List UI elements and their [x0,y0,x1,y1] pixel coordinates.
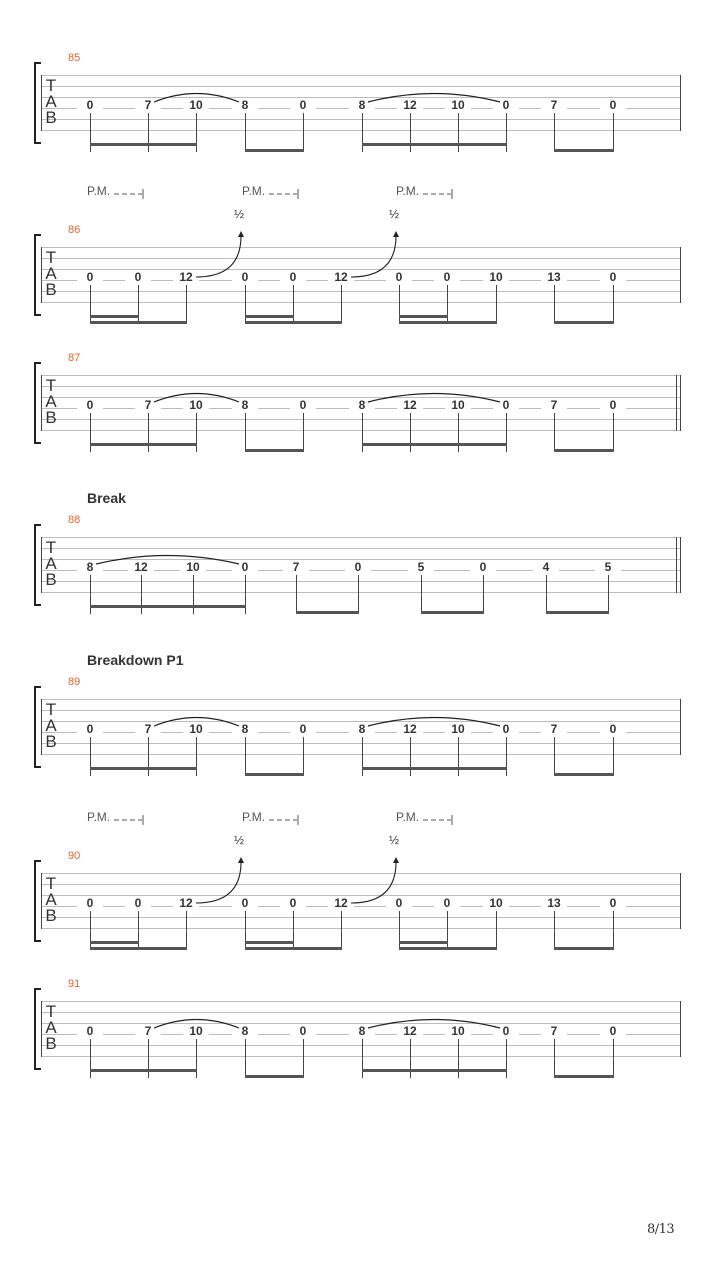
note-stem [554,911,555,950]
fret-number: 0 [77,896,103,910]
note-stem [613,113,614,152]
fret-number: 4 [533,560,559,574]
bend-arrowhead [238,231,244,237]
tab-clef-letter: B [45,732,57,751]
fret-number: 8 [349,722,375,736]
staff-line [42,548,681,549]
end-barline [680,537,681,593]
fret-number: 0 [600,722,626,736]
beam-primary [90,947,187,950]
note-stem [303,113,304,152]
fret-number: 0 [600,398,626,412]
bend-arrowhead [393,231,399,237]
bend-amount: ½ [234,207,245,221]
staff-line [42,537,681,538]
fret-number: 8 [232,398,258,412]
beam-secondary [362,143,507,146]
fret-number: 12 [173,896,199,910]
fret-number: 7 [135,1024,161,1038]
note-stem [90,285,91,324]
fret-number: 5 [408,560,434,574]
note-stem [554,413,555,452]
note-stem [196,737,197,776]
beam-secondary [245,941,294,944]
palm-mute-label: P.M. [242,810,266,824]
note-stem [410,1039,411,1078]
end-barline-inner [676,375,677,431]
beam-primary [245,321,342,324]
note-stem [458,1039,459,1078]
note-stem [303,413,304,452]
note-stem [186,911,187,950]
fret-number: 12 [397,98,423,112]
tab-clef-letter: A [45,890,57,909]
tab-clef-letter: T [45,538,57,557]
note-stem [496,911,497,950]
note-stem [245,113,246,152]
measure-number: 91 [68,978,81,990]
beam-primary [554,1075,614,1078]
note-stem [546,575,547,614]
fret-number: 12 [397,1024,423,1038]
fret-number: 0 [77,98,103,112]
beam-secondary [362,443,507,446]
beam-primary [245,773,304,776]
tab-clef-letter: B [45,408,57,427]
palm-mute-label: P.M. [396,184,420,198]
fret-number: 8 [232,98,258,112]
note-stem [362,413,363,452]
note-stem [90,1039,91,1078]
tab-clef-letter: T [45,1002,57,1021]
note-stem [341,911,342,950]
section-title: Break [87,490,126,506]
beam-primary [554,149,614,152]
note-stem [296,575,297,614]
staff-line [42,873,681,874]
note-stem [613,911,614,950]
bend-amount: ½ [389,833,400,847]
tab-clef-letter: B [45,108,57,127]
start-barline [41,873,42,929]
beam-primary [399,321,497,324]
beam-secondary [90,315,139,318]
note-stem [90,413,91,452]
beam-primary [399,947,497,950]
fret-number: 0 [280,270,306,284]
fret-number: 0 [434,270,460,284]
note-stem [90,911,91,950]
tab-clef-letter: B [45,906,57,925]
note-stem [613,285,614,324]
fret-number: 7 [541,1024,567,1038]
note-stem [245,911,246,950]
fret-number: 12 [173,270,199,284]
measure-number: 90 [68,850,81,862]
fret-number: 0 [470,560,496,574]
beam-secondary [90,443,197,446]
note-stem [458,113,459,152]
system-bracket [34,524,41,606]
beam-secondary [90,941,139,944]
beam-secondary [90,767,197,770]
fret-number: 0 [493,722,519,736]
fret-number: 12 [328,270,354,284]
tab-clef-letter: A [45,264,57,283]
beam-primary [245,947,342,950]
bend-arrowhead [238,857,244,863]
system-bracket [34,686,41,768]
fret-number: 0 [600,1024,626,1038]
fret-number: 0 [290,98,316,112]
note-stem [245,285,246,324]
measure-number: 86 [68,224,81,236]
note-stem [410,737,411,776]
page-number: 8/13 [647,1222,675,1237]
fret-number: 0 [493,398,519,412]
beam-primary [421,611,484,614]
beam-primary [554,321,614,324]
note-stem [148,1039,149,1078]
fret-number: 12 [328,896,354,910]
end-barline [680,699,681,755]
beam-primary [245,1075,304,1078]
note-stem [196,113,197,152]
tab-clef-letter: B [45,280,57,299]
note-stem [447,285,448,324]
tab-clef-letter: T [45,248,57,267]
note-stem [447,911,448,950]
end-barline [680,375,681,431]
note-stem [554,1039,555,1078]
fret-number: 10 [483,270,509,284]
fret-number: 0 [493,98,519,112]
start-barline [41,75,42,131]
fret-number: 8 [77,560,103,574]
fret-number: 0 [290,722,316,736]
staff-line [42,1012,681,1013]
fret-number: 10 [183,98,209,112]
beam-primary [546,611,609,614]
note-stem [506,737,507,776]
note-stem [362,1039,363,1078]
fret-number: 12 [397,722,423,736]
fret-number: 0 [290,398,316,412]
note-stem [193,575,194,614]
palm-mute-label: P.M. [396,810,420,824]
fret-number: 7 [541,398,567,412]
note-stem [90,737,91,776]
tab-clef-letter: A [45,392,57,411]
staff-line [42,884,681,885]
note-stem [458,413,459,452]
note-stem [506,413,507,452]
start-barline [41,537,42,593]
tab-clef-letter: A [45,1018,57,1037]
fret-number: 0 [232,560,258,574]
staff-line [42,86,681,87]
fret-number: 5 [595,560,621,574]
start-barline [41,1001,42,1057]
fret-number: 10 [183,398,209,412]
beam-secondary [362,1069,507,1072]
note-stem [362,737,363,776]
fret-number: 0 [125,896,151,910]
system-bracket [34,234,41,316]
fret-number: 0 [600,98,626,112]
staff-line [42,258,681,259]
fret-number: 0 [600,270,626,284]
start-barline [41,247,42,303]
note-stem [245,413,246,452]
bend-amount: ½ [389,207,400,221]
fret-number: 10 [445,722,471,736]
fret-number: 10 [445,398,471,412]
tab-clef-letter: B [45,1034,57,1053]
fret-number: 0 [290,1024,316,1038]
fret-number: 0 [600,896,626,910]
note-stem [138,911,139,950]
note-stem [148,413,149,452]
staff-line [42,710,681,711]
fret-number: 10 [445,1024,471,1038]
fret-number: 7 [541,98,567,112]
note-stem [506,113,507,152]
fret-number: 8 [349,1024,375,1038]
fret-number: 12 [397,398,423,412]
end-barline [680,247,681,303]
fret-number: 0 [77,270,103,284]
palm-mute-label: P.M. [242,184,266,198]
staff-line [42,375,681,376]
beam-secondary [245,315,294,318]
section-title: Breakdown P1 [87,652,184,668]
staff-line [42,247,681,248]
beam-primary [245,149,304,152]
beam-primary [554,449,614,452]
staff-line [42,581,681,582]
beam-secondary [90,605,246,608]
end-barline [680,873,681,929]
staff-line [42,386,681,387]
fret-number: 7 [135,722,161,736]
measure-number: 85 [68,52,81,64]
fret-number: 0 [125,270,151,284]
fret-number: 8 [349,98,375,112]
fret-number: 0 [493,1024,519,1038]
beam-primary [296,611,359,614]
tab-clef-letter: T [45,874,57,893]
system-bracket [34,860,41,942]
note-stem [496,285,497,324]
note-stem [245,575,246,614]
fret-number: 0 [232,896,258,910]
measure-number: 87 [68,352,81,364]
note-stem [362,113,363,152]
fret-number: 13 [541,270,567,284]
fret-number: 7 [283,560,309,574]
fret-number: 7 [135,98,161,112]
beam-primary [554,773,614,776]
fret-number: 0 [77,398,103,412]
staff-line [42,699,681,700]
note-stem [608,575,609,614]
beam-secondary [399,315,448,318]
tab-clef-letter: T [45,376,57,395]
fret-number: 13 [541,896,567,910]
note-stem [245,737,246,776]
beam-secondary [90,143,197,146]
start-barline [41,375,42,431]
bend-arrowhead [393,857,399,863]
note-stem [341,285,342,324]
note-stem [303,1039,304,1078]
beam-secondary [399,941,448,944]
note-stem [303,737,304,776]
system-bracket [34,362,41,444]
note-stem [458,737,459,776]
tab-clef-letter: A [45,554,57,573]
fret-number: 10 [483,896,509,910]
note-stem [90,575,91,614]
palm-mute-label: P.M. [87,184,111,198]
note-stem [483,575,484,614]
note-stem [138,285,139,324]
note-stem [613,413,614,452]
fret-number: 10 [445,98,471,112]
fret-number: 10 [183,722,209,736]
tab-clef-letter: T [45,76,57,95]
bend-amount: ½ [234,833,245,847]
system-bracket [34,62,41,144]
staff-line [42,1001,681,1002]
note-stem [358,575,359,614]
note-stem [293,285,294,324]
staff-line [42,75,681,76]
beam-primary [554,947,614,950]
fret-number: 8 [349,398,375,412]
fret-number: 0 [77,1024,103,1038]
note-stem [399,911,400,950]
fret-number: 0 [434,896,460,910]
note-stem [245,1039,246,1078]
tab-clef-letter: A [45,716,57,735]
note-stem [148,737,149,776]
fret-number: 10 [180,560,206,574]
note-stem [196,1039,197,1078]
note-stem [554,113,555,152]
tab-clef-letter: B [45,570,57,589]
note-stem [506,1039,507,1078]
measure-number: 88 [68,514,81,526]
fret-number: 0 [386,896,412,910]
tab-clef-letter: T [45,700,57,719]
beam-secondary [90,1069,197,1072]
fret-number: 8 [232,1024,258,1038]
note-stem [141,575,142,614]
note-stem [148,113,149,152]
fret-number: 0 [386,270,412,284]
note-stem [613,1039,614,1078]
note-stem [196,413,197,452]
measure-number: 89 [68,676,81,688]
fret-number: 12 [128,560,154,574]
fret-number: 0 [232,270,258,284]
note-stem [410,113,411,152]
note-stem [410,413,411,452]
note-stem [554,285,555,324]
fret-number: 10 [183,1024,209,1038]
fret-number: 7 [135,398,161,412]
note-stem [186,285,187,324]
fret-number: 0 [280,896,306,910]
fret-number: 8 [232,722,258,736]
end-barline-inner [676,537,677,593]
system-bracket [34,988,41,1070]
fret-number: 0 [77,722,103,736]
note-stem [421,575,422,614]
note-stem [399,285,400,324]
palm-mute-label: P.M. [87,810,111,824]
tab-clef-letter: A [45,92,57,111]
staff-line [42,592,681,593]
note-stem [293,911,294,950]
note-stem [554,737,555,776]
note-stem [613,737,614,776]
start-barline [41,699,42,755]
note-stem [90,113,91,152]
beam-secondary [362,767,507,770]
end-barline [680,1001,681,1057]
beam-primary [90,321,187,324]
beam-primary [245,449,304,452]
fret-number: 7 [541,722,567,736]
end-barline [680,75,681,131]
fret-number: 0 [345,560,371,574]
